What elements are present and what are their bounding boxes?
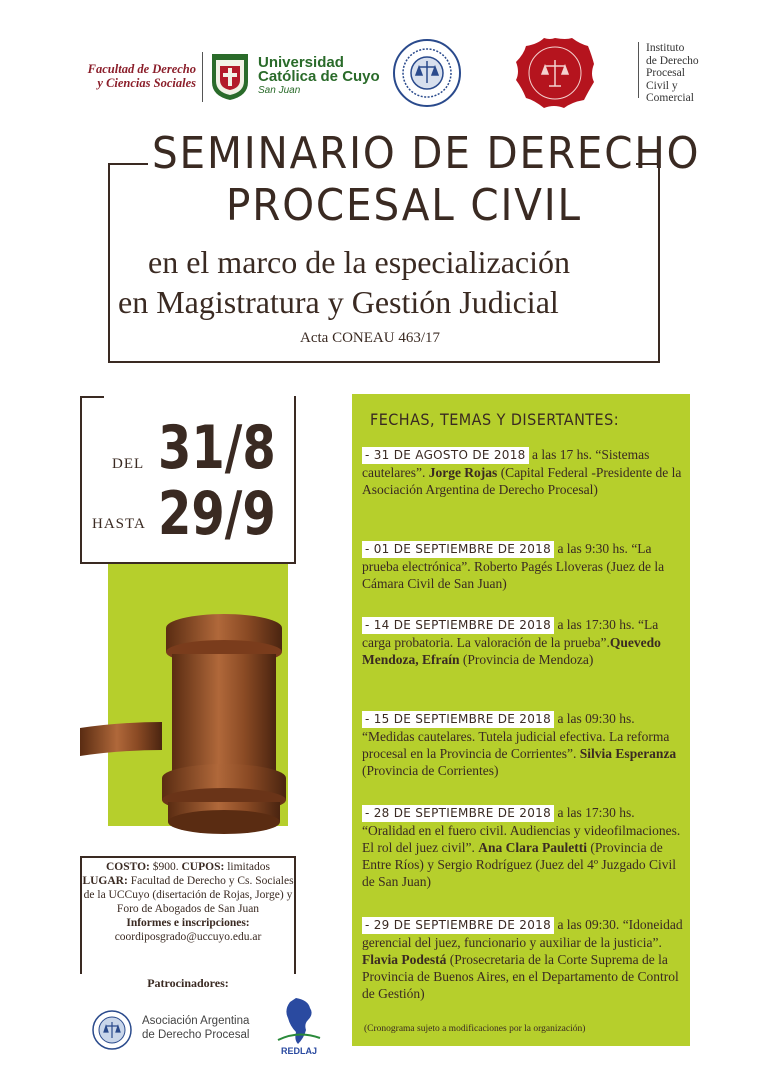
entry-details: (Prosecretaria de la Corte Suprema de la Provincia de Buenos Aires, en el Departamento de Control de Gestión)	[362, 952, 679, 1001]
costo-value: $900.	[149, 861, 182, 873]
faculty-line-2: y Ciencias Sociales	[97, 76, 196, 90]
entry-date: - 28 DE SEPTIEMBRE DE 2018	[362, 805, 554, 822]
schedule-entry	[362, 710, 686, 779]
foro-abogados-seal-icon	[514, 36, 596, 110]
entry-time: a las 17:30 hs.	[554, 805, 635, 820]
del-label: DEL	[112, 456, 145, 472]
seminar-title-line-2: PROCESAL CIVIL	[226, 180, 582, 231]
schedule-heading: FECHAS, TEMAS Y DISERTANTES:	[370, 410, 619, 429]
entry-details: (Provincia de Mendoza)	[459, 652, 594, 667]
university-line-1: Universidad	[258, 54, 344, 71]
hasta-label: HASTA	[92, 516, 146, 532]
entry-topic: “Medidas cautelares. Tutela judicial efectiva. La reforma procesal en la Provincia de Corrientes”.	[362, 729, 670, 761]
entry-date: - 29 DE SEPTIEMBRE DE 2018	[362, 917, 554, 934]
seminar-title-line-1: SEMINARIO DE DERECHO	[152, 128, 701, 179]
entry-time: a las 17:30 hs. “La carga probatoria. La valoración de la prueba”.	[362, 617, 659, 650]
logo-divider	[202, 52, 203, 102]
sponsors-label: Patrocinadores:	[147, 976, 229, 990]
schedule-entry	[362, 616, 686, 668]
entry-speaker: Silvia Esperanza	[579, 746, 677, 761]
schedule-entry	[362, 540, 686, 592]
subtitle-line-2: en Magistratura y Gestión Judicial	[118, 284, 559, 320]
cupos-label: CUPOS:	[181, 861, 225, 873]
entry-speaker: Quevedo Mendoza, Efraín	[362, 635, 661, 667]
subtitle-line-1: en el marco de la especialización	[148, 244, 570, 280]
costo-label: COSTO:	[105, 861, 150, 873]
schedule-entry	[362, 446, 686, 498]
entry-topic: “Oralidad en el fuero civil. Audiencias y videofilmaciones. El rol del juez civil”.	[362, 823, 681, 855]
entry-topic: “Idoneidad gerencial del juez, funcionario y auxiliar de la justicia”.	[362, 917, 683, 950]
entry-details: (Provincia de Corrientes)	[362, 763, 499, 778]
informes-label: Informes e inscripciones:	[126, 917, 250, 929]
entry-speaker: Ana Clara Pauletti	[478, 840, 587, 855]
lugar-value: Facultad de Derecho y Cs. Sociales de la UCCuyo (disertación de Rojas, Jorge) y Foro de Abogados de San Juan	[83, 875, 294, 915]
university-line-3: San Juan	[258, 85, 301, 96]
entry-details: (Provincia de Entre Ríos) y Sergio Rodríguez (Juez del 4º Juzgado Civil de San Juan)	[362, 840, 677, 889]
sponsor-redlaj: REDLAJ	[280, 1046, 317, 1056]
institute-line-2: de Derecho	[646, 54, 699, 67]
acta-coneau: Acta CONEAU 463/17	[300, 330, 440, 346]
cupos-value: limitados	[224, 861, 270, 873]
entry-speaker: Flavia Podestá	[362, 952, 447, 967]
university-line-2: Católica de Cuyo	[258, 68, 380, 85]
aadp-seal-icon	[92, 1010, 132, 1050]
sponsor-aadp-line-1: Asociación Argentina	[142, 1015, 250, 1027]
entry-time: a las 09:30.	[554, 917, 620, 932]
entry-details: (Capital Federal -Presidente de la Asociación Argentina de Derecho Procesal)	[362, 465, 682, 497]
entry-topic: “Sistemas cautelares”.	[362, 447, 650, 480]
institute-line-4: Civil y	[646, 79, 678, 92]
university-name	[258, 56, 380, 98]
institute-line-3: Procesal	[646, 67, 685, 79]
schedule-note: (Cronograma sujeto a modificaciones por la organización)	[364, 1024, 586, 1034]
sponsor-aadp	[142, 1014, 249, 1042]
date-frame-top-left	[80, 396, 104, 398]
institute-name	[646, 42, 726, 105]
lugar-label: LUGAR:	[82, 875, 128, 887]
start-date: 31/8	[158, 413, 276, 483]
university-shield-icon	[210, 52, 250, 102]
entry-date: - 01 DE SEPTIEMBRE DE 2018	[362, 541, 554, 558]
gavel-icon	[80, 610, 300, 840]
entry-date: - 31 DE AGOSTO DE 2018	[362, 447, 529, 464]
event-info	[82, 860, 294, 944]
faculty-name	[62, 62, 196, 90]
colegio-seal-icon	[392, 38, 462, 108]
entry-topic: “La prueba electrónica”. Roberto Pagés Lloveras (Juez de la Cámara Civil de San Juan)	[362, 541, 665, 591]
entry-time: a las 9:30 hs.	[554, 541, 628, 556]
entry-speaker: Jorge Rojas	[428, 465, 498, 480]
entry-date: - 15 DE SEPTIEMBRE DE 2018	[362, 711, 554, 728]
institute-divider	[638, 42, 639, 98]
entry-date: - 14 DE SEPTIEMBRE DE 2018	[362, 617, 554, 634]
entry-time: a las 09:30 hs.	[554, 711, 635, 726]
schedule-entry	[362, 804, 686, 890]
schedule-entry	[362, 916, 686, 1002]
institute-line-1: Instituto	[646, 42, 685, 54]
title-frame-top-left	[108, 163, 148, 165]
sponsor-aadp-line-2: de Derecho Procesal	[142, 1029, 250, 1041]
entry-time: a las 17 hs.	[528, 447, 592, 462]
faculty-line-1: Facultad de Derecho	[87, 62, 196, 76]
end-date: 29/9	[158, 479, 276, 549]
contact-email[interactable]: coordiposgrado@uccuyo.edu.ar	[114, 931, 262, 943]
institute-line-5: Comercial	[646, 92, 694, 104]
